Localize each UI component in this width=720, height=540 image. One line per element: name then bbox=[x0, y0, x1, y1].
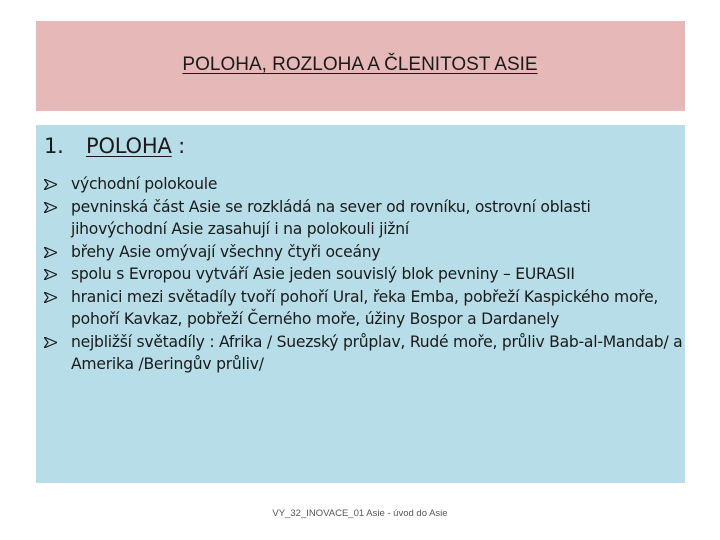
arrowhead-bullet-icon bbox=[44, 269, 57, 280]
bullet-text: nejbližší světadíly : Afrika / Suezský průplav, Rudé moře, průliv Bab-al-Mandab/ a Amerika /Beringův průliv/ bbox=[71, 332, 683, 373]
arrowhead-bullet-icon bbox=[44, 292, 57, 303]
arrowhead-bullet-icon bbox=[44, 337, 57, 348]
list-item bbox=[44, 263, 684, 286]
bullet-text: břehy Asie omývají všechny čtyři oceány bbox=[71, 242, 381, 261]
section-heading bbox=[44, 134, 185, 158]
list-item bbox=[44, 286, 684, 331]
slide-footer: VY_32_INOVACE_01 Asie - úvod do Asie bbox=[272, 508, 448, 519]
bullet-text: hranici mezi světadíly tvoří pohoří Ural, řeka Emba, pobřeží Kaspického moře, pohoří Kavkaz, pobřeží Černého moře, úžiny Bospor a Dardanely bbox=[71, 287, 659, 328]
section-keyword: POLOHA bbox=[86, 134, 172, 158]
bullet-text: pevninská část Asie se rozkládá na sever od rovníku, ostrovní oblasti jihovýchodní Asie zasahují i na polokouli jižní bbox=[71, 197, 591, 238]
section-suffix: : bbox=[171, 134, 185, 158]
list-item bbox=[44, 173, 684, 196]
bullet-text: východní polokoule bbox=[71, 175, 218, 193]
list-item bbox=[44, 196, 684, 241]
list-item bbox=[44, 331, 684, 376]
arrowhead-bullet-icon bbox=[44, 247, 57, 258]
arrowhead-bullet-icon bbox=[44, 202, 57, 213]
slide-title: POLOHA, ROZLOHA A ČLENITOST ASIE bbox=[182, 54, 538, 75]
bullet-list bbox=[44, 173, 684, 376]
list-item bbox=[44, 241, 684, 264]
bullet-text: spolu s Evropou vytváří Asie jeden souvislý blok pevniny – EURASII bbox=[71, 265, 575, 283]
arrowhead-bullet-icon bbox=[44, 179, 57, 190]
section-number: 1. bbox=[44, 134, 64, 158]
